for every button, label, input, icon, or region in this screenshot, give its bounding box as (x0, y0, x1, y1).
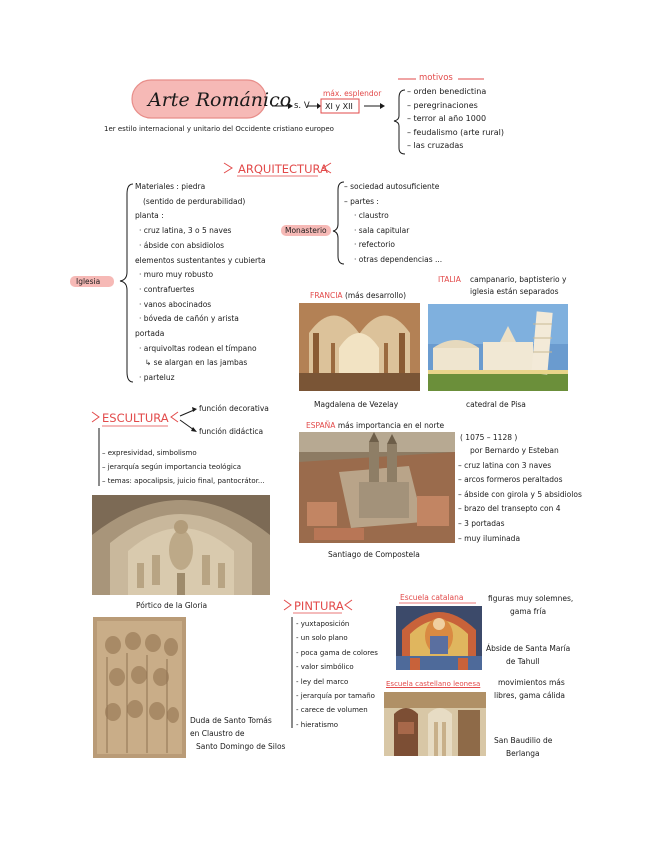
santiago-item: – brazo del transepto con 4 (458, 504, 561, 514)
esc-branch-1 (180, 410, 194, 416)
pintura-list (296, 617, 378, 732)
iglesia-item: elementos sustentantes y cubierta (135, 255, 266, 265)
santiago-item: – 3 portadas (458, 518, 505, 528)
tahull-caption-line: Ábside de Santa María (486, 644, 571, 653)
tahull-photo (396, 606, 482, 670)
motivos-item: – terror al año 1000 (407, 114, 487, 123)
escultura-list (102, 446, 265, 488)
motivos-brace (394, 90, 405, 154)
esc-mark-left (92, 412, 99, 422)
silos-caption-line: Santo Domingo de Silos (196, 742, 286, 751)
monasterio-item: – partes : (344, 196, 379, 206)
pin-mark-right (345, 600, 352, 610)
santiago-item: – arcos formeros peraltados (458, 475, 563, 485)
pintura-item: - hieratismo (296, 720, 339, 729)
pintura-item: - poca gama de colores (296, 648, 378, 657)
italia-note (470, 274, 570, 298)
motivos-item: – orden benedictina (407, 87, 487, 96)
pisa-caption: catedral de Pisa (466, 400, 526, 409)
espana-title (306, 420, 444, 431)
catalana-label: Escuela catalana (400, 593, 464, 602)
berlanga-caption-line: Berlanga (506, 749, 540, 758)
santiago-photo (299, 432, 455, 543)
tahull-caption (486, 642, 570, 668)
santiago-item: por Bernardo y Esteban (470, 446, 559, 455)
escultura-branch-decorativa: función decorativa (199, 404, 269, 413)
iglesia-list (135, 180, 266, 386)
iglesia-item: Materiales : piedra (135, 182, 206, 191)
vezelay-caption: Magdalena de Vezelay (314, 400, 399, 409)
escultura-item: – temas: apocalipsis, juicio final, pantocrátor... (102, 477, 265, 485)
iglesia-item: planta : (135, 211, 164, 221)
max-label: máx. esplendor (323, 89, 382, 98)
catalana-desc (488, 592, 573, 618)
max-value: XI y XII (325, 102, 353, 111)
berlanga-photo (384, 692, 486, 756)
pintura-item: - valor simbólico (296, 663, 354, 672)
castellano-desc (494, 676, 565, 702)
iglesia-item: · bóveda de cañón y arista (139, 314, 239, 324)
santiago-item: – muy iluminada (458, 533, 521, 543)
iglesia-item: · parteluz (139, 373, 175, 383)
iglesia-item: ↳ se alargan en las jambas (145, 358, 248, 368)
subtitle: 1er estilo internacional y unitario del Occidente cristiano europeo (104, 125, 334, 133)
francia-note: (más desarrollo) (344, 291, 407, 300)
italia-note-text: campanario, baptisterio y iglesia están separados (470, 275, 567, 296)
monasterio-item: · otras dependencias ... (354, 254, 443, 264)
monasterio-list (344, 180, 442, 267)
santiago-dates: ( 1075 – 1128 ) (460, 433, 518, 442)
motivos-heading: motivos (419, 73, 453, 83)
pintura-item: - jerarquía por tamaño (296, 692, 375, 701)
century-arrow-head (317, 103, 321, 109)
castellano-desc-line: libres, gama cálida (494, 691, 566, 700)
santiago-list (458, 444, 582, 546)
berlanga-caption (494, 734, 552, 760)
escultura-item: – jerarquía según importancia teológica (102, 463, 241, 471)
catalana-desc-line: figuras muy solemnes, (488, 594, 574, 603)
iglesia-item: · cruz latina, 3 o 5 naves (139, 226, 232, 236)
esc-mark-right (171, 412, 178, 422)
catalana-desc-line: gama fría (510, 607, 547, 616)
iglesia-label: Iglesia (76, 277, 101, 286)
italia-label: ITALIA (438, 275, 461, 284)
santiago-item: – cruz latina con 3 naves (458, 460, 552, 470)
iglesia-item: · contrafuertes (139, 284, 195, 294)
pintura-item: - un solo plano (296, 634, 348, 643)
pisa-photo (428, 304, 568, 391)
iglesia-brace (120, 184, 133, 382)
century-label: s. V (294, 101, 310, 111)
iglesia-item: (sentido de perdurabilidad) (143, 196, 246, 206)
francia-title (310, 290, 406, 301)
santiago-caption: Santiago de Compostela (328, 550, 420, 559)
monasterio-item: · sala capitular (354, 225, 410, 235)
pintura-item: - yuxtaposición (296, 620, 350, 628)
motivos-arrow-head (380, 103, 385, 109)
silos-photo (93, 617, 186, 758)
monasterio-item: – sociedad autosuficiente (344, 182, 440, 191)
castellano-label: Escuela castellano leonesa (386, 680, 481, 688)
esc-branch-1-head (192, 407, 197, 412)
italia-title (438, 274, 461, 285)
silos-caption (190, 714, 285, 753)
motivos-list (407, 85, 504, 153)
motivos-item: – feudalismo (arte rural) (407, 127, 504, 137)
pintura-heading: PINTURA (294, 599, 344, 613)
castellano-desc-line: movimientos más (498, 678, 565, 687)
monasterio-item: · claustro (354, 211, 389, 220)
motivos-item: – peregrinaciones (407, 100, 478, 110)
iglesia-item: · ábside con absidiolos (139, 240, 225, 250)
monasterio-brace (333, 182, 344, 264)
pintura-item: - ley del marco (296, 677, 349, 686)
portico-caption: Pórtico de la Gloria (136, 601, 208, 610)
arquitectura-heading: ARQUITECTURA (238, 162, 328, 176)
iglesia-item: · vanos abocinados (139, 299, 212, 309)
espana-label: ESPAÑA (306, 421, 336, 430)
monasterio-label: Monasterio (285, 226, 327, 235)
iglesia-item: · muro muy robusto (139, 270, 214, 280)
pintura-item: - carece de volumen (296, 706, 368, 715)
esc-branch-2-head (191, 427, 197, 432)
escultura-heading: ESCULTURA (102, 411, 169, 425)
silos-caption-line: en Claustro de (190, 729, 245, 738)
iglesia-item: · arquivoltas rodean el tímpano (139, 343, 257, 353)
berlanga-caption-line: San Baudilio de (494, 736, 553, 745)
tahull-caption-line: de Tahull (506, 657, 540, 666)
santiago-item: – ábside con girola y 5 absidiolos (458, 489, 582, 499)
espana-note: más importancia en el norte (337, 421, 445, 430)
portico-photo (92, 495, 270, 595)
motivos-item: – las cruzadas (407, 141, 464, 150)
monasterio-item: · refectorio (354, 240, 395, 249)
arq-mark-left (224, 163, 232, 173)
iglesia-item: portada (135, 329, 165, 339)
vezelay-photo (299, 303, 420, 391)
escultura-branch-didactica: función didáctica (199, 427, 264, 436)
esc-branch-2 (180, 420, 194, 430)
silos-caption-line: Duda de Santo Tomás (190, 716, 272, 725)
pin-mark-left (284, 600, 291, 610)
page-title: Arte Románico (148, 89, 292, 111)
escultura-item: – expresividad, simbolismo (102, 449, 197, 457)
francia-label: FRANCIA (310, 291, 343, 300)
